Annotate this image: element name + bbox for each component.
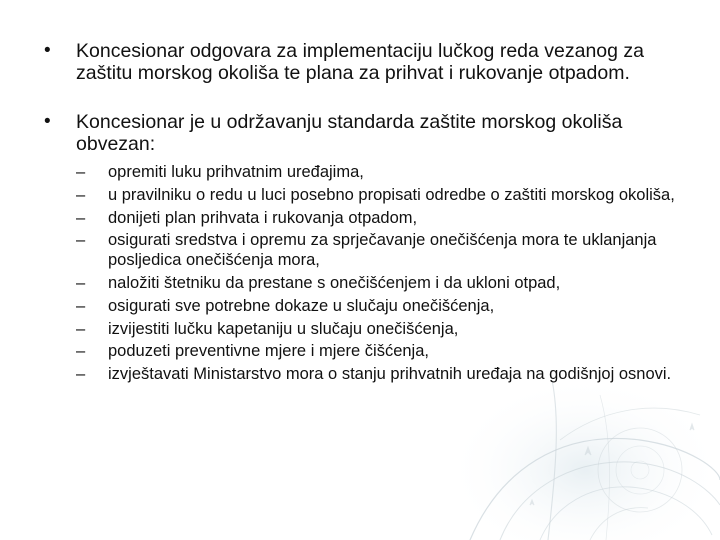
- sub-item-text: izvještavati Ministarstvo mora o stanju prihvatnih uređaja na godišnjoj osnovi.: [108, 365, 672, 384]
- sub-list-item: [76, 342, 694, 362]
- sub-item-text: opremiti luku prihvatnim uređajima,: [108, 163, 364, 181]
- sub-list-item: [76, 297, 694, 317]
- dash-marker: –: [76, 273, 86, 292]
- dash-marker: –: [76, 208, 86, 227]
- sub-item-text: osigurati sredstva i opremu za sprječavanje onečišćenja mora te uklanjanja posljedica onečišćenja mora,: [108, 231, 657, 270]
- sub-list-item: [76, 365, 694, 385]
- dash-marker: –: [76, 185, 86, 204]
- dash-marker: –: [76, 342, 86, 361]
- bullet-text-1: Koncesionar odgovara za implementaciju lučkog reda vezanog za zaštitu morskog okoliša te plana za prihvat i rukovanje otpadom.: [76, 40, 645, 84]
- bullet-dot: •: [44, 40, 51, 61]
- sub-list-item: [76, 274, 694, 294]
- sub-item-text: naložiti štetniku da prestane s onečišćenjem i da ukloni otpad,: [108, 273, 561, 292]
- sub-bullet-list: [76, 163, 694, 385]
- sub-list-item: [76, 163, 694, 183]
- sub-item-text: donijeti plan prihvata i rukovanja otpadom,: [108, 208, 418, 227]
- dash-marker: –: [76, 163, 86, 181]
- bullet-item-2: [44, 111, 694, 385]
- sub-list-item: [76, 209, 694, 229]
- sub-list-item: [76, 186, 694, 206]
- dash-marker: –: [76, 296, 86, 315]
- sub-item-text: u pravilniku o redu u luci posebno propisati odredbe o zaštiti morskog okoliša,: [108, 185, 675, 204]
- sub-list-item: [76, 231, 694, 271]
- dash-marker: –: [76, 365, 86, 384]
- bullet-item-1: [44, 40, 694, 84]
- dash-marker: –: [76, 319, 86, 338]
- dash-marker: –: [76, 231, 86, 250]
- slide-content: [44, 40, 694, 388]
- sub-list-item: [76, 320, 694, 340]
- sub-item-text: izvijestiti lučku kapetaniju u slučaju onečišćenja,: [108, 319, 459, 338]
- sub-item-text: poduzeti preventivne mjere i mjere čišćenja,: [108, 342, 429, 361]
- bullet-text-2: Koncesionar je u održavanju standarda zaštite morskog okoliša obvezan:: [76, 111, 623, 155]
- swirl-decoration-bottom-right: [445, 375, 720, 540]
- bullet-dot: •: [44, 111, 51, 132]
- sub-item-text: osigurati sve potrebne dokaze u slučaju onečišćenja,: [108, 296, 495, 315]
